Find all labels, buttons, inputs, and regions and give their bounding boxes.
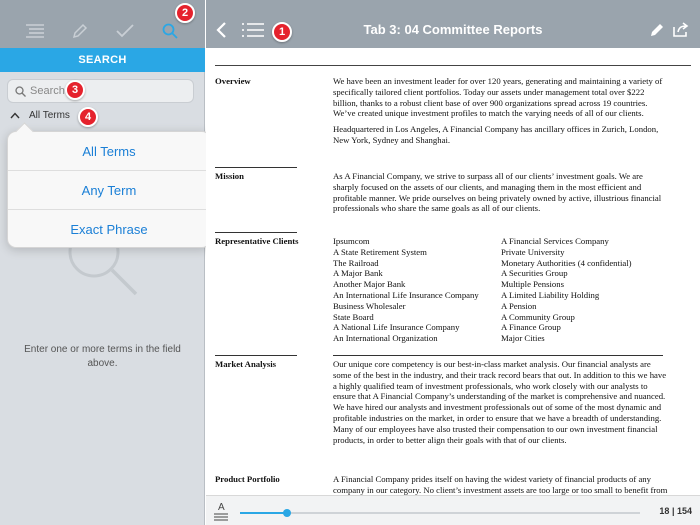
sidebar-tools bbox=[0, 14, 205, 48]
list-icon bbox=[26, 24, 44, 38]
client-item: A Pension bbox=[501, 300, 537, 311]
bookmarks-button[interactable] bbox=[112, 18, 138, 44]
callout-marker: 3 bbox=[65, 80, 85, 100]
client-item: A State Retirement System bbox=[333, 246, 427, 257]
search-mode-label: All Terms bbox=[29, 109, 70, 121]
section-heading: Product Portfolio bbox=[215, 474, 280, 484]
total-pages: 154 bbox=[676, 506, 692, 516]
search-field[interactable] bbox=[7, 79, 194, 103]
page-counter bbox=[659, 506, 692, 516]
page-slider[interactable] bbox=[240, 512, 640, 514]
client-item: An International Organization bbox=[333, 333, 438, 344]
text-size-icon bbox=[214, 513, 228, 521]
current-page: 18 bbox=[659, 506, 670, 516]
search-input[interactable] bbox=[30, 85, 190, 97]
client-item: Private University bbox=[501, 246, 565, 257]
search-icon bbox=[162, 23, 178, 39]
share-button[interactable] bbox=[672, 21, 690, 38]
paragraph: Headquartered in Los Angeles, A Financial Company has ancillary offices in Zurich, London, New York, Sydney and Shanghai. bbox=[333, 124, 659, 145]
page-navigation-bar bbox=[206, 495, 700, 525]
clients-column-1 bbox=[333, 236, 501, 344]
section-heading: Mission bbox=[215, 171, 244, 181]
callout-marker: 1 bbox=[272, 22, 292, 42]
client-item: A Major Bank bbox=[333, 268, 383, 279]
section-rule bbox=[215, 167, 297, 168]
client-item: An International Life Insurance Company bbox=[333, 289, 479, 300]
client-item: A Community Group bbox=[501, 311, 575, 322]
client-item: A Finance Group bbox=[501, 322, 561, 333]
option-exact-phrase[interactable]: Exact Phrase bbox=[70, 222, 148, 237]
paragraph: As A Financial Company, we strive to surpass all of our clients’ investment goals. We are sharply focused on the assets of our clients, and managing them in the most efficient and profitable manner. We pride ourselves on being privately owned by active, illustrious financial professionals who share the same goals as all of our clients. bbox=[333, 171, 662, 214]
client-item: A Securities Group bbox=[501, 268, 568, 279]
clients-column-2 bbox=[501, 236, 669, 344]
client-item: Another Major Bank bbox=[333, 279, 406, 290]
callout-marker: 2 bbox=[175, 3, 195, 23]
section-rule bbox=[215, 232, 297, 233]
page-slider-thumb[interactable] bbox=[283, 509, 291, 517]
list-view-button[interactable] bbox=[22, 18, 48, 44]
document-page[interactable] bbox=[206, 48, 700, 495]
search-sidebar bbox=[0, 0, 205, 525]
text-size-label: A bbox=[217, 502, 225, 513]
client-item: A Financial Services Company bbox=[501, 236, 609, 246]
client-item: Multiple Pensions bbox=[501, 279, 564, 290]
option-all-terms[interactable]: All Terms bbox=[8, 132, 210, 171]
section-heading: Overview bbox=[215, 76, 251, 86]
section-rule bbox=[333, 355, 663, 356]
option-any-term[interactable]: Any Term bbox=[8, 171, 210, 210]
search-field-icon bbox=[15, 86, 26, 97]
pencil-icon bbox=[72, 23, 88, 39]
section-heading: Representative Clients bbox=[215, 236, 299, 246]
checkmark-icon bbox=[116, 24, 134, 38]
client-item: The Railroad bbox=[333, 257, 379, 268]
client-item: Ipsumcom bbox=[333, 236, 370, 246]
client-item: Monetary Authorities (4 confidential) bbox=[501, 257, 632, 268]
page-separator: | bbox=[671, 506, 677, 516]
client-item: A Limited Liability Holding bbox=[501, 289, 600, 300]
paragraph: We have been an investment leader for over 120 years, generating and maintaining a variety of specifically tailored client portfolios. Today our assets under management total over $222 billion, thanks to a robust client base of over 900 organizations spread across 19 countries. We’ve created unique investment profiles to match the varying needs of all of our clients. bbox=[333, 76, 663, 119]
client-item: State Board bbox=[333, 311, 374, 322]
search-mode-popover bbox=[7, 131, 211, 248]
client-item: Major Cities bbox=[501, 333, 545, 344]
section-heading: Market Analysis bbox=[215, 359, 277, 369]
section-rule bbox=[215, 355, 297, 356]
empty-state-text: Enter one or more terms in the field above. bbox=[24, 344, 181, 369]
document-title: Tab 3: 04 Committee Reports bbox=[363, 22, 543, 37]
client-item: A National Life Insurance Company bbox=[333, 322, 460, 333]
paragraph: A Financial Company prides itself on having the widest variety of financial products of any company in our category. No client’s investment assets are too large or too small to benefit from bbox=[333, 474, 668, 495]
page-slider-fill bbox=[240, 512, 287, 514]
client-item: Business Wholesaler bbox=[333, 300, 406, 311]
search-header: SEARCH bbox=[0, 48, 205, 72]
callout-marker: 4 bbox=[78, 107, 98, 127]
chevron-up-icon bbox=[10, 112, 20, 119]
paragraph: Our unique core competency is our best-in-class market analysis. Our financial analysts are some of the best in the industry, and their track record bears that out. In addition to this we have a highly qualified team of investment professionals, who work closely with our analysts to ensure that A Financial Company’s understanding of the market is comprehensive and nuanced. We have hired our analysts and investment professionals out of some of the most dynamic and profitable industries on the market, in order to ensure that we have a breadth of understanding. Many of our employees have also trusted their compensation to our own investment financial products, in order to better align their goals with that of our clients. bbox=[333, 359, 667, 445]
page-top-rule bbox=[215, 65, 691, 66]
search-mode-selector[interactable] bbox=[10, 107, 70, 123]
annotate-button[interactable] bbox=[649, 22, 665, 38]
annotations-button[interactable] bbox=[67, 18, 93, 44]
text-size-button[interactable] bbox=[214, 502, 228, 520]
